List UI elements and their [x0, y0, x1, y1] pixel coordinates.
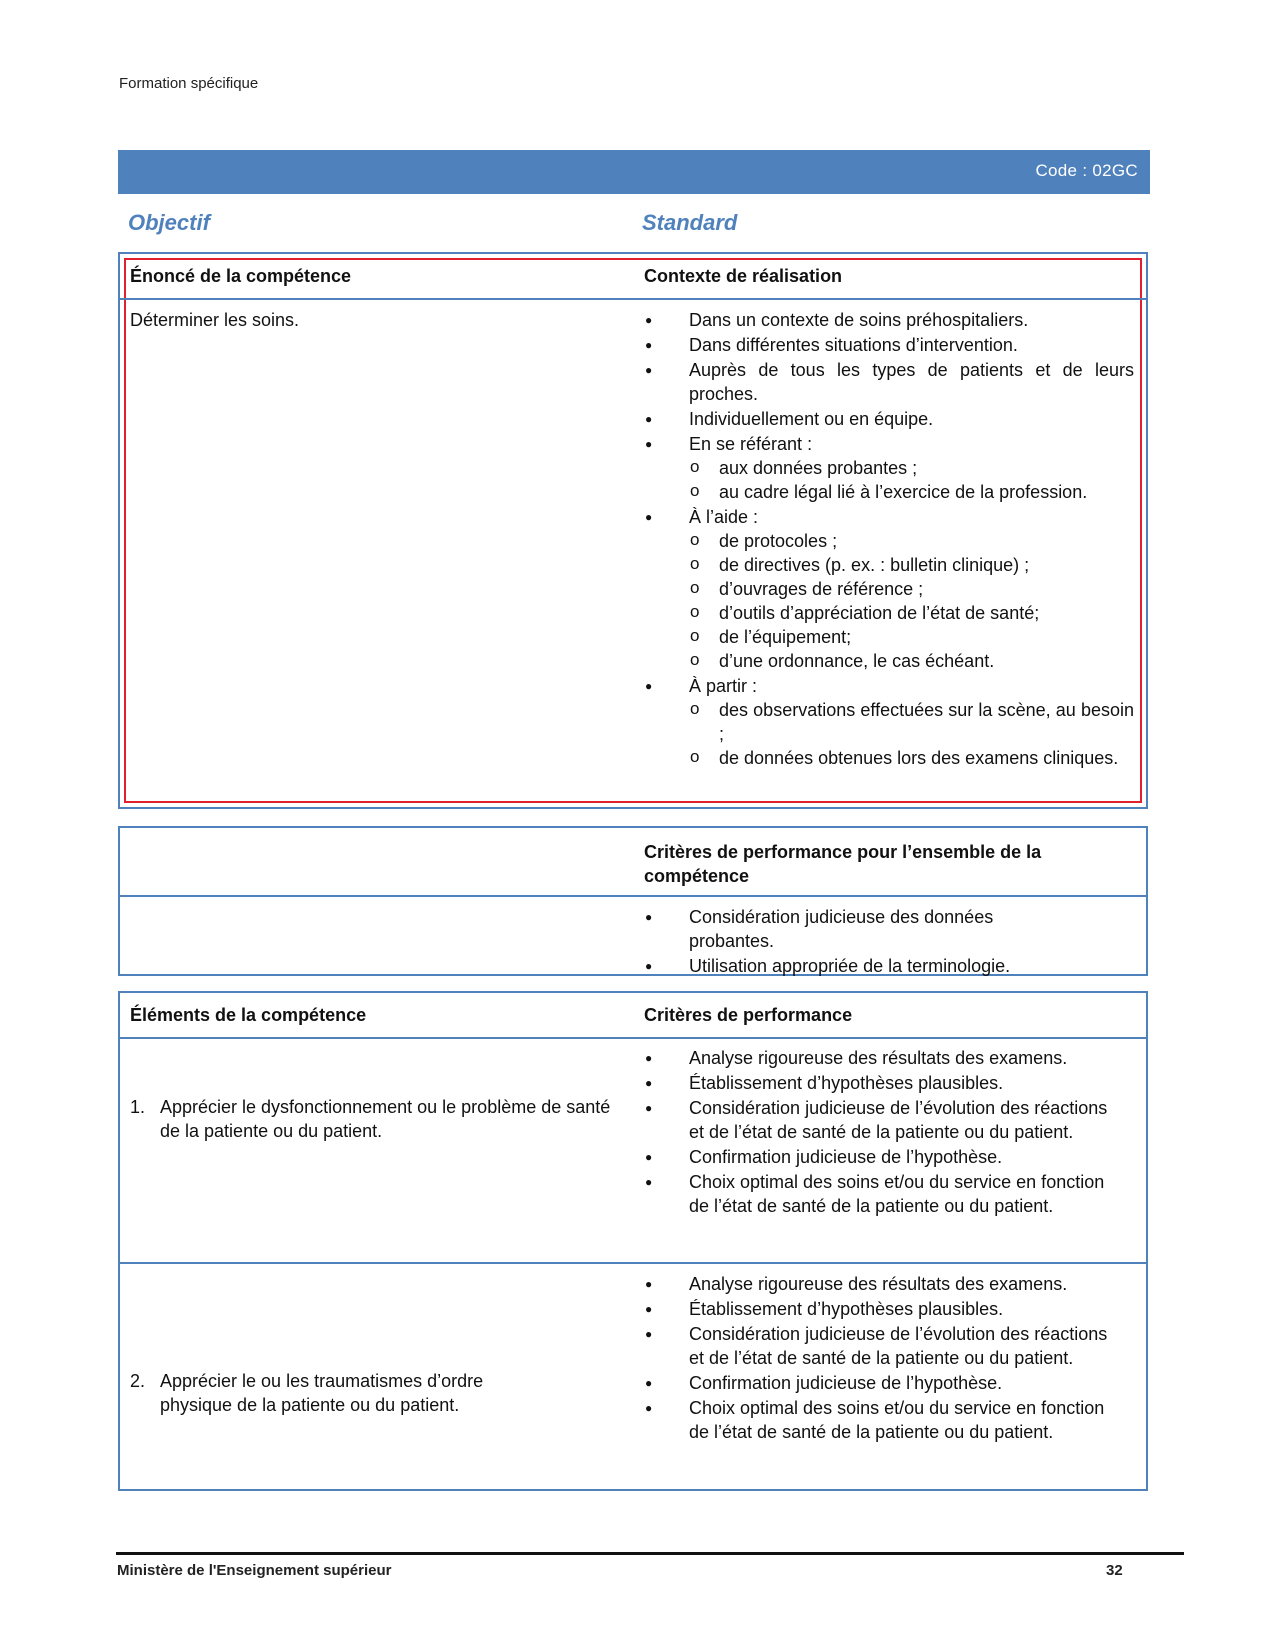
sub-list-item: o d’une ordonnance, le cas échéant. [689, 649, 1134, 673]
criteria-header: Critères de performance [644, 1005, 853, 1025]
list-item [644, 308, 1134, 332]
sub-list-item: o de protocoles ; [689, 529, 1134, 553]
list-item-text: Analyse rigoureuse des résultats des examens. [689, 1048, 1068, 1068]
section-header: Formation spécifique [119, 75, 259, 92]
list-item-text: Confirmation judicieuse de l’hypothèse. [689, 1373, 1003, 1393]
sub-list [689, 698, 1134, 770]
footer-divider [116, 1552, 1184, 1555]
list-item-text: Choix optimal des soins et/ou du service en fonction de l’état de santé de la patiente ou du patient. [689, 1398, 1105, 1442]
list-item [644, 1096, 1114, 1144]
element-number: 2. [130, 1371, 146, 1391]
list-item [644, 358, 1134, 406]
sub-list-item: o de l’équipement; [689, 625, 1134, 649]
list-item [644, 1371, 1114, 1395]
context-list-wrapper [644, 308, 1134, 771]
criteria-list [644, 1272, 1114, 1444]
overall-criteria-header: Critères de performance pour l’ensemble de la compétence [644, 842, 1042, 886]
sub-list-item: o d’ouvrages de référence ; [689, 577, 1134, 601]
sub-list [689, 529, 1134, 673]
objective-title: Objectif [128, 210, 210, 235]
element-2 [130, 1369, 560, 1417]
list-item [644, 333, 1134, 357]
sub-list-item: o aux données probantes ; [689, 456, 1134, 480]
row-divider [120, 1262, 1146, 1264]
row-divider [120, 895, 1146, 897]
code-bar [118, 150, 1150, 194]
list-item-text: Considération judicieuse des données probantes. [689, 907, 994, 951]
sub-list-item: o d’outils d’appréciation de l’état de santé; [689, 601, 1134, 625]
list-item [644, 1170, 1114, 1218]
list-item-text: Utilisation appropriée de la terminologie. [689, 956, 1011, 976]
list-item-text: Établissement d’hypothèses plausibles. [689, 1299, 1004, 1319]
element-1 [130, 1095, 630, 1143]
sub-list-item: o de directives (p. ex. : bulletin clinique) ; [689, 553, 1134, 577]
elements-table [118, 991, 1148, 1491]
list-item-text: En se référant : [689, 434, 813, 454]
list-item [644, 674, 1134, 770]
list-item-text: Dans différentes situations d’intervention. [689, 335, 1018, 355]
element-text: Apprécier le ou les traumatismes d’ordre physique de la patiente ou du patient. [160, 1371, 484, 1415]
list-item [644, 905, 1064, 953]
list-item-text: À l’aide : [689, 507, 759, 527]
criteria-wrapper-2 [644, 1272, 1114, 1445]
list-item [644, 505, 1134, 673]
competence-table-header [120, 254, 1146, 300]
list-item-text: Confirmation judicieuse de l’hypothèse. [689, 1147, 1003, 1167]
footer-ministry: Ministère de l'Enseignement supérieur [117, 1562, 392, 1579]
sub-list-item: o des observations effectuées sur la scène, au besoin ; [689, 698, 1134, 746]
list-item [644, 432, 1134, 504]
standard-title: Standard [642, 210, 738, 235]
list-item [644, 1046, 1114, 1070]
element-row-1 [120, 1039, 1146, 1216]
list-item [644, 954, 1064, 978]
context-header: Contexte de réalisation [644, 266, 843, 286]
list-item [644, 1272, 1114, 1296]
list-item-text: Auprès de tous les types de patients et de leurs proches. [689, 360, 1134, 404]
list-item-text: Dans un contexte de soins préhospitaliers. [689, 310, 1029, 330]
section-titles [118, 210, 1150, 240]
list-item [644, 1297, 1114, 1321]
list-item-text: Individuellement ou en équipe. [689, 409, 934, 429]
list-item [644, 1322, 1114, 1370]
sub-list-item: o de données obtenues lors des examens cliniques. [689, 746, 1134, 770]
competence-statement: Déterminer les soins. [130, 310, 300, 330]
page-number: 32 [1106, 1562, 1123, 1579]
competence-table [118, 252, 1148, 809]
list-item [644, 1396, 1114, 1444]
overall-criteria-wrapper [644, 905, 1064, 979]
sub-list-item: o au cadre légal lié à l’exercice de la profession. [689, 480, 1134, 504]
elements-header: Éléments de la compétence [130, 1005, 367, 1025]
criteria-wrapper-1 [644, 1046, 1114, 1219]
element-text: Apprécier le dysfonctionnement ou le problème de santé de la patiente ou du patient. [160, 1097, 611, 1141]
list-item-text: Établissement d’hypothèses plausibles. [689, 1073, 1004, 1093]
list-item-text: Considération judicieuse de l’évolution des réactions et de l’état de santé de la patiente ou du patient. [689, 1098, 1108, 1142]
sub-list [689, 456, 1134, 504]
list-item-text: À partir : [689, 676, 758, 696]
criteria-list [644, 1046, 1114, 1218]
context-list [644, 308, 1134, 770]
overall-criteria-list [644, 905, 1064, 978]
elements-table-header [120, 993, 1146, 1039]
list-item [644, 1071, 1114, 1095]
list-item [644, 407, 1134, 431]
list-item [644, 1145, 1114, 1169]
competency-code: Code : 02GC [1035, 161, 1138, 180]
list-item-text: Analyse rigoureuse des résultats des examens. [689, 1274, 1068, 1294]
element-number: 1. [130, 1097, 146, 1117]
list-item-text: Choix optimal des soins et/ou du service en fonction de l’état de santé de la patiente ou du patient. [689, 1172, 1105, 1216]
list-item-text: Considération judicieuse de l’évolution des réactions et de l’état de santé de la patiente ou du patient. [689, 1324, 1108, 1368]
statement-header: Énoncé de la compétence [130, 266, 352, 286]
overall-criteria-table [118, 826, 1148, 976]
